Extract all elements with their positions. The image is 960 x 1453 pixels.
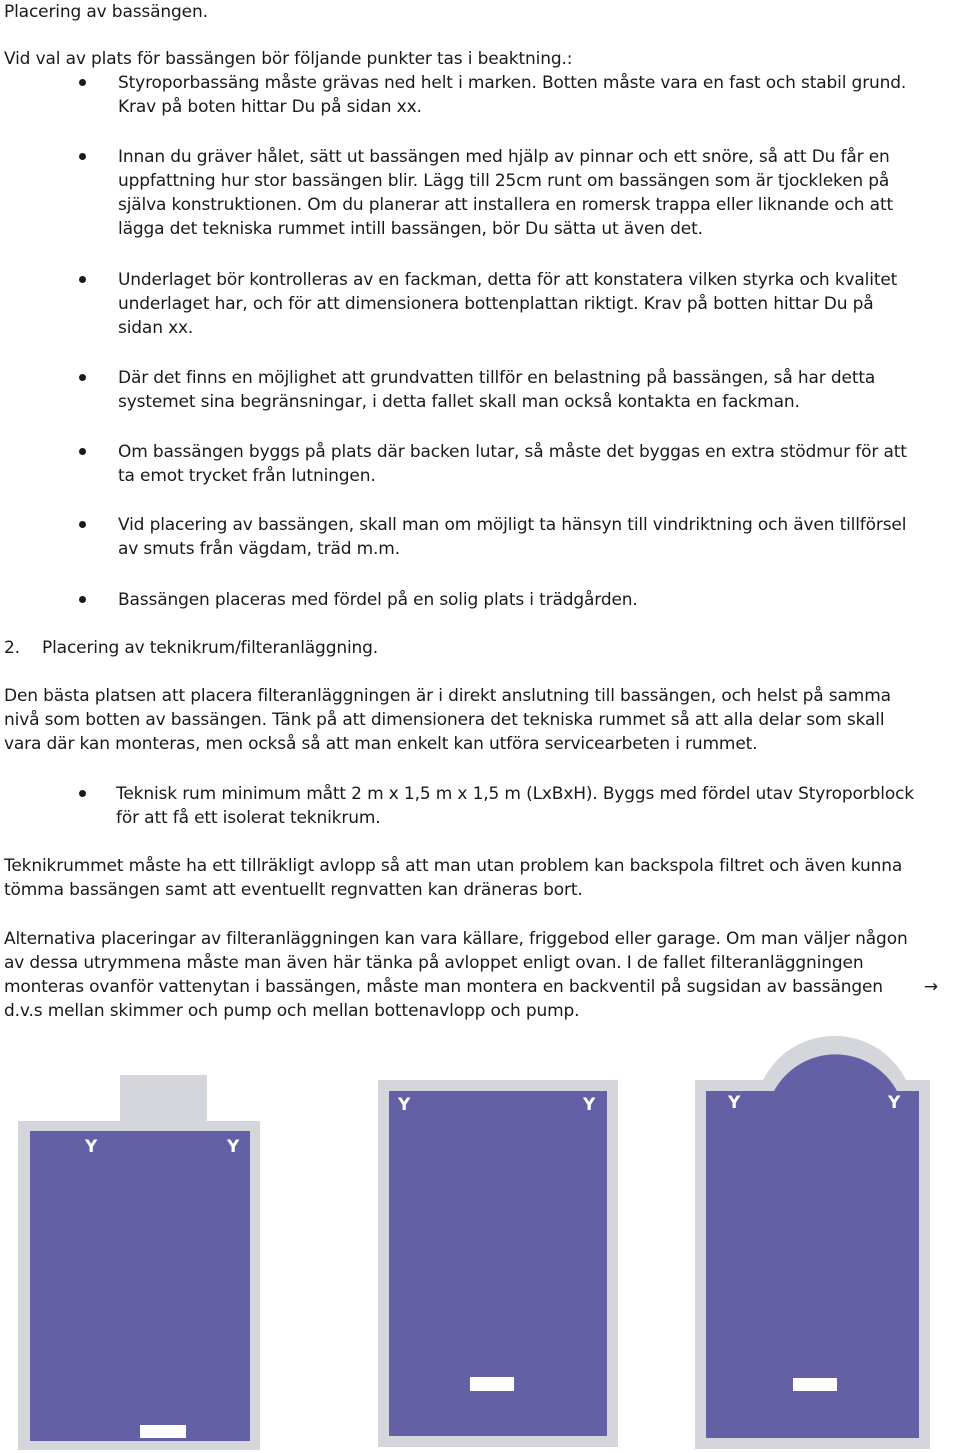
bullet-icon	[79, 374, 86, 381]
paragraph-line: Teknikrummet måste ha ett tillräkligt avlopp så att man utan problem kan backspola filtret och även kunna	[4, 856, 903, 876]
bullet-line: Om bassängen byggs på plats där backen lutar, så måste det byggas en extra stödmur för att	[118, 442, 907, 462]
bullet-line: själva konstruktionen. Om du planerar att installera en romersk trappa eller liknande och att	[118, 195, 893, 215]
skimmer-icon: Y	[728, 1093, 741, 1113]
bullet-icon	[79, 448, 86, 455]
skimmer-icon: Y	[398, 1095, 411, 1115]
paragraph	[4, 684, 952, 756]
skimmer-icon: Y	[227, 1137, 240, 1157]
bullet-line: underlaget har, och för att dimensionera bottenplattan riktigt. Krav på botten hittar Du på	[118, 294, 874, 314]
bullet-line: Bassängen placeras med fördel på en solig plats i trädgården.	[118, 590, 638, 610]
section-number: 2.	[4, 638, 20, 658]
bullet-line: Vid placering av bassängen, skall man om möjligt ta hänsyn till vindriktning och även tillförsel	[118, 515, 907, 535]
bullet-line: lägga det tekniska rummet intill bassängen, bör Du sätta ut även det.	[118, 219, 703, 239]
paragraph	[4, 854, 952, 902]
skimmer-icon: Y	[583, 1095, 596, 1115]
skimmer-icon: Y	[85, 1137, 98, 1157]
intro-text: Vid val av plats för bassängen bör följande punkter tas i beaktning.:	[4, 49, 573, 69]
bullet-icon	[79, 790, 86, 797]
paragraph	[4, 927, 952, 1023]
pool-rectangle-with-step	[18, 1075, 260, 1450]
paragraph-line: av dessa utrymmena måste man även här tänka på avloppet enligt ovan. I de fallet filteranläggningen	[4, 953, 864, 973]
bullet-line: systemet sina begränsningar, i detta fallet skall man också kontakta en fackman.	[118, 392, 800, 412]
bullet-line: ta emot trycket från lutningen.	[118, 466, 376, 486]
bullet-line: Krav på boten hittar Du på sidan xx.	[118, 97, 422, 117]
bullet-line: Teknisk rum minimum mått 2 m x 1,5 m x 1,5 m (LxBxH). Byggs med fördel utav Styroporblock	[116, 784, 914, 804]
bullet-line: Styroporbassäng måste grävas ned helt i marken. Botten måste vara en fast och stabil grund.	[118, 73, 907, 93]
bullet-icon	[79, 521, 86, 528]
bullet-line: Innan du gräver hålet, sätt ut bassängen med hjälp av pinnar och ett snöre, så att Du får en	[118, 147, 890, 167]
bullet-line: uppfattning hur stor bassängen blir. Lägg till 25cm runt om bassängen som är tjockleken på	[118, 171, 890, 191]
bullet-icon	[79, 276, 86, 283]
paragraph-line: vara där kan monteras, men också så att man enkelt kan utföra servicearbeten i rummet.	[4, 734, 758, 754]
bullet-icon	[79, 79, 86, 86]
section-title: Placering av teknikrum/filteranläggning.	[42, 638, 379, 658]
paragraph-line: tömma bassängen samt att eventuellt regnvatten kan dräneras bort.	[4, 880, 583, 900]
arrow-right-icon: →	[923, 977, 938, 997]
paragraph-line: d.v.s mellan skimmer och pump och mellan bottenavlopp och pump.	[4, 1001, 580, 1021]
bullet-line: för att få ett isolerat teknikrum.	[116, 808, 381, 828]
bullet-line: sidan xx.	[118, 318, 194, 338]
skimmer-icon: Y	[888, 1093, 901, 1113]
paragraph-line: Den bästa platsen att placera filteranläggningen är i direkt anslutning till bassängen, och helst på samma	[4, 686, 891, 706]
pool-rectangle	[378, 1080, 618, 1447]
pool-shapes-figure	[0, 1030, 960, 1453]
paragraph-line: monteras ovanför vattenytan i bassängen, måste man montera en backventil på sugsidan av bassängen	[4, 977, 883, 997]
bullet-line: Där det finns en möjlighet att grundvatten tillför en belastning på bassängen, så har detta	[118, 368, 876, 388]
paragraph-line: nivå som botten av bassängen. Tänk på att dimensionera det tekniska rummet så att alla delar som skall	[4, 710, 885, 730]
paragraph-line: Alternativa placeringar av filteranläggningen kan vara källare, friggebod eller garage. Om man väljer någon	[4, 929, 908, 949]
page-heading: Placering av bassängen.	[4, 2, 208, 22]
bullet-line: av smuts från vägdam, träd m.m.	[118, 539, 400, 559]
pool-rectangle-with-roman-end	[695, 1036, 930, 1449]
bullet-icon	[79, 596, 86, 603]
bullet-line: Underlaget bör kontrolleras av en fackman, detta för att konstatera vilken styrka och kvalitet	[118, 270, 898, 290]
bullet-icon	[79, 153, 86, 160]
